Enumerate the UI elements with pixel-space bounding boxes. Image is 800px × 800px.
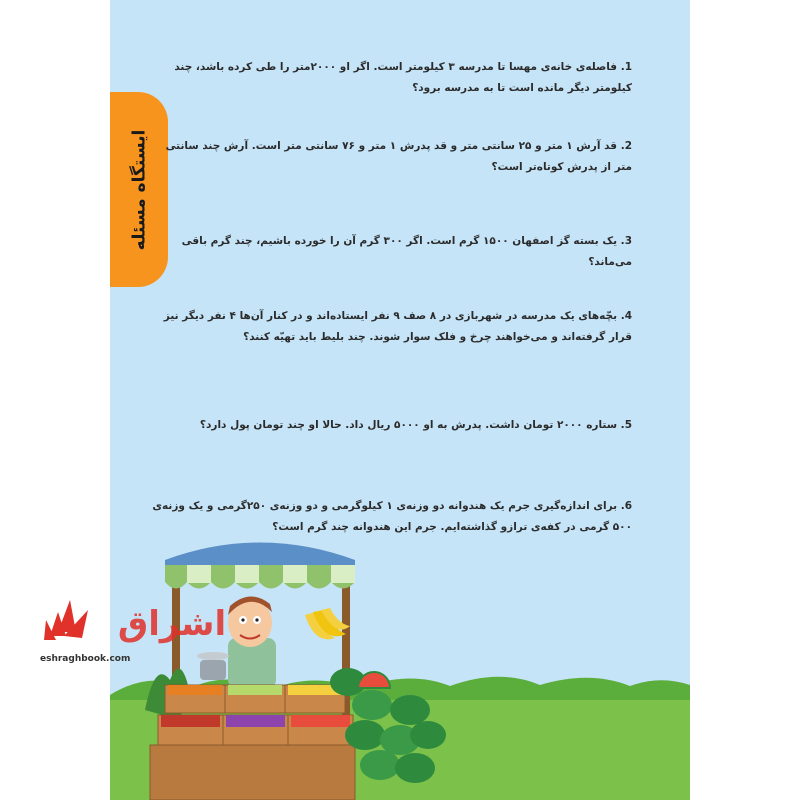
problem-4: 4. بچّه‌های یک مدرسه در شهربازی در ۸ صف ۹ نفر ایستاده‌اند و در کنار آن‌ها ۴ نفر دیگر نیز قرار گرفته‌اند و می‌خواهند چرخ و فلک سوار شوند. چند بلیط باید تهیّه کنند؟ — [163, 310, 632, 343]
problem-5: 5. ستاره ۲۰۰۰ تومان داشت. پدرش به او ۵۰۰۰ ریال داد. حالا او چند تومان پول دارد؟ — [199, 419, 632, 431]
logo-site-text: eshraghbook.com — [40, 654, 131, 664]
problem-1: 1. فاصله‌ی خانه‌ی مهسا تا مدرسه ۳ کیلومتر است. اگر او ۲۰۰۰متر را طی کرده باشد، چند کیلومتر دیگر مانده است تا به مدرسه برود؟ — [174, 61, 632, 94]
section-title: ایستگاه مسئله — [129, 129, 149, 250]
produce-crates — [150, 685, 355, 800]
awning-top — [165, 543, 355, 566]
problem-6: 6. برای اندازه‌گیری جرم یک هندوانه دو وزنه‌ی ۱ کیلوگرمی و دو وزنه‌ی ۲۵۰گرمی و یک وزنه‌ی ۵۰۰ گرمی در کفه‌ی ترازو گذاشته‌ایم. جرم این هندوانه چند گرم است؟ — [152, 500, 632, 533]
vendor — [228, 596, 276, 688]
problem-2: 2. قد آرش ۱ متر و ۲۵ سانتی متر و قد پدرش ۱ متر و ۷۶ سانتی متر است. آرش چند سانتی متر از پدرش کوتاه‌تر است؟ — [165, 140, 632, 173]
problem-3: 3. یک بسته گز اصفهان ۱۵۰۰ گرم است. اگر ۳۰۰ گرم آن را خورده باشیم، چند گرم باقی می‌ماند؟ — [181, 235, 632, 268]
logo-brand-text: اشراق — [117, 604, 227, 644]
